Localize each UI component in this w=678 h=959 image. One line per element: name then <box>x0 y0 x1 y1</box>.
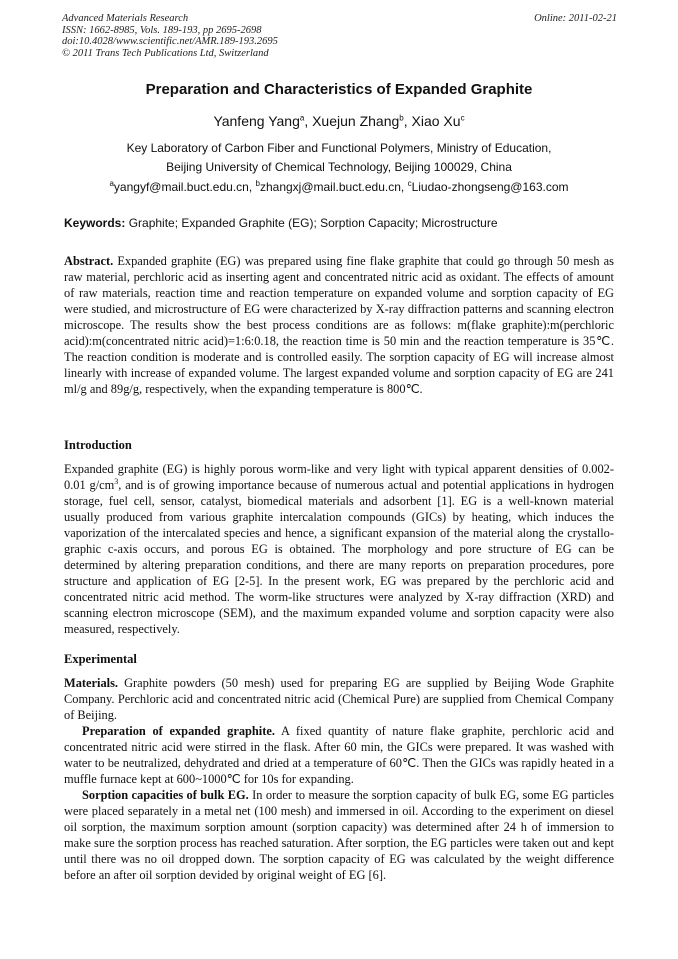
author-emails <box>0 180 678 194</box>
author-separator: , <box>304 113 313 129</box>
author-name: Yanfeng Yang <box>213 113 300 129</box>
intro-superscript: 3 <box>114 476 119 486</box>
section-heading-experimental: Experimental <box>64 652 137 666</box>
author-affiliation-mark: b <box>399 113 404 123</box>
author-affiliation-mark: a <box>299 113 305 123</box>
author-name: Xuejun Zhang <box>312 113 400 129</box>
email-mark: b <box>255 179 260 188</box>
keywords <box>64 216 498 230</box>
affiliation-line-2: Beijing University of Chemical Technology, Beijing 100029, China <box>166 160 512 174</box>
email-mark: c <box>407 179 412 188</box>
materials-label: Materials. <box>64 676 119 690</box>
sorption-text: In order to measure the sorption capacity of bulk EG, some EG particles were placed separately in a metal net (100 mesh) and immersed in oil. According to the experiment on diesel oil sorption, the maximum sorption amount (sorption capacity) was determined after 24 h of immersion to make sure the sorption process has reached saturation. After sorption, the EG particles were taken out and kept until there was no oil dropped down. The sorption capacity of EG was calculated by the weight difference before an after oil sorption devided by original weight of EG [6]. <box>64 788 614 882</box>
paper-title: Preparation and Characteristics of Expanded Graphite <box>145 81 533 98</box>
sorption-paragraph <box>64 787 614 883</box>
introduction-body <box>64 461 614 637</box>
intro-text-part-a: Expanded graphite (EG) is highly porous worm-like and very light with typical apparent densities of 0.002-0.01 g/cm <box>64 462 614 492</box>
affiliation-line-1: Key Laboratory of Carbon Fiber and Functional Polymers, Ministry of Education, <box>126 141 552 155</box>
keywords-text: Graphite; Expanded Graphite (EG); Sorption Capacity; Microstructure <box>125 216 498 230</box>
author-list <box>0 113 678 129</box>
copyright-line: © 2011 Trans Tech Publications Ltd, Switzerland <box>62 47 269 59</box>
abstract-label: Abstract. <box>64 254 114 268</box>
email-mark: a <box>109 179 114 188</box>
journal-name: Advanced Materials Research <box>62 13 189 24</box>
keywords-label: Keywords: <box>64 216 126 230</box>
journal-header <box>62 13 617 59</box>
section-heading-introduction: Introduction <box>64 438 132 452</box>
intro-text-part-b: , and is of growing importance because of numerous actual and potential applications in hydrogen storage, fuel cell, sensor, catalyst, biomedical materials and adsorbent [1]. EG is a well-known material usually produced from various graphite intercalation compounds (GICs) by heating, which induces the vaporization of the intercalated species and hence, a significant expansion of the material along the crystallo-graphic c-axis occurs, and porous EG is obtained. The morphology and pore structure of EG can be determined by altering preparation conditions, and there are many reports on preparation procedures, pore structure and application of EG [2-5]. In the present work, EG was prepared by the perchloric acid and concentrated nitric acid method. The worm-like structures were analyzed by X-ray diffraction (XRD) and scanning electron microscope (SEM), and the maximum expanded volume and sorption capacity were also measured, respectively. <box>64 478 614 636</box>
abstract <box>64 253 614 397</box>
issn-line: ISSN: 1662-8985, Vols. 189-193, pp 2695-2698 <box>62 24 262 36</box>
abstract-text: Expanded graphite (EG) was prepared using fine flake graphite that could go through 50 mesh as raw material, perchloric acid as inserting agent and concentrated nitric acid as oxidant. The effects of amount of raw materials, reaction time and reaction temperature on expanded volume and sorption capacity of EG were studied, and microstructure of EG were characterized by X-ray diffraction patterns and scanning electron microscope. The results show the best process conditions are as follows: m(flake graphite):m(perchloric acid):m(concentrated nitric acid)=1:6:0.18, the reaction time is 50 min and the reaction temperature is 35℃. The reaction condition is moderate and is controlled easily. The sorption capacity of EG will increase almost linearly with increase of expanded volume. The largest expanded volume and sorption capacity of EG are 241 ml/g and 89g/g, respectively, when the expanding temperature is 800℃. <box>64 254 614 396</box>
author-separator: , <box>403 113 412 129</box>
email-address[interactable]: Liudao-zhongseng@163.com <box>411 180 569 194</box>
author-name: Xiao Xu <box>411 113 461 129</box>
materials-text: Graphite powders (50 mesh) used for preparing EG are supplied by Beijing Wode Graphite Company. Perchloric acid and concentrated nitric acid (Chemical Pure) are supplied from Chemical Company of Beijing. <box>64 676 614 722</box>
author-affiliation-mark: c <box>460 113 465 123</box>
doi-line: doi:10.4028/www.scientific.net/AMR.189-193.2695 <box>62 36 278 47</box>
materials-paragraph <box>64 675 614 723</box>
sorption-label: Sorption capacities of bulk EG. <box>82 788 249 802</box>
online-date: Online: 2011-02-21 <box>534 13 617 24</box>
preparation-text: A fixed quantity of nature flake graphite, perchloric acid and concentrated nitric acid were stirred in the flask. After 60 min, the GICs were prepared. It was washed with water to be neutralized, dehydrated and dried at a temperature of 60℃. Then the GICs was rapidly heated in a muffle furnace kept at 600~1000℃ for 10s for expanding. <box>64 724 614 786</box>
preparation-label: Preparation of expanded graphite. <box>82 724 275 738</box>
experimental-body <box>64 675 614 883</box>
preparation-paragraph <box>64 723 614 787</box>
email-address[interactable]: yangyf@mail.buct.edu.cn, <box>113 180 256 194</box>
email-address[interactable]: zhangxj@mail.buct.edu.cn, <box>259 180 408 194</box>
